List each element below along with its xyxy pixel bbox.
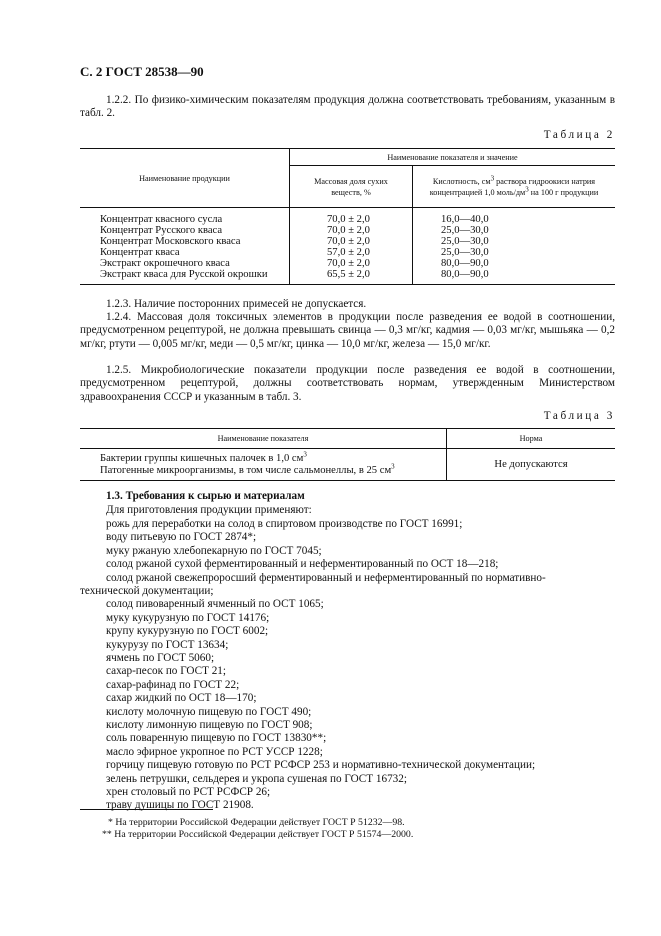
materials-list-item: сахар-песок по ГОСТ 21; bbox=[106, 665, 226, 678]
table-2 bbox=[80, 148, 615, 285]
table-2-name-header: Наименование продукции bbox=[80, 149, 290, 208]
table-2-row bbox=[80, 269, 615, 285]
table-3-caption: Таблица 3 bbox=[543, 410, 615, 422]
materials-list-item: соль поваренную пищевую по ГОСТ 13830**; bbox=[106, 732, 327, 745]
paragraph-1-2-5: 1.2.5. Микробиологические показатели продукции после разведения ее водой в соотношении, предусмотренном рецептурой, должны соответствовать нормам, утвержденным Министерством здравоохранения СССР и указанным в табл. 3. bbox=[80, 364, 615, 403]
table-2-cell-mass: 70,0 ± 2,0 bbox=[290, 236, 413, 247]
table-2-cell-acid: 25,0—30,0 bbox=[413, 247, 616, 258]
table-2-cell-acid: 25,0—30,0 bbox=[413, 236, 616, 247]
table-2-acid-header: Кислотность, $см^3$ раствора гидроокиси натрия концентрацией 1,0 моль/$дм^3$ на 100 г продукции bbox=[413, 166, 616, 208]
materials-list-item: воду питьевую по ГОСТ 2874*; bbox=[106, 531, 257, 544]
table-2-caption: Таблица 2 bbox=[543, 129, 615, 141]
footnote-1: * На территории Российской Федерации действует ГОСТ Р 51232—98. bbox=[108, 817, 405, 828]
table-2-body bbox=[80, 208, 615, 285]
table-3-norm-value: Не допускаются bbox=[447, 449, 616, 481]
table-2-cell-name: Экстракт окрошечного кваса bbox=[100, 258, 230, 269]
materials-list-item: сахар жидкий по ОСТ 18—170; bbox=[106, 692, 257, 705]
materials-list-item: муку ржаную хлебопекарную по ГОСТ 7045; bbox=[106, 544, 322, 557]
materials-list-item: солод пивоваренный ячменный по ОСТ 1065; bbox=[106, 598, 324, 611]
materials-list-item: траву душицы по ГОСТ 21908. bbox=[106, 799, 254, 812]
materials-list-item: крупу кукурузную по ГОСТ 6002; bbox=[106, 625, 269, 638]
materials-list-item: солод ржаной свежепроросший ферментированный и неферментированный по нормативно- bbox=[106, 571, 546, 584]
materials-list-item: ячмень по ГОСТ 5060; bbox=[106, 652, 215, 664]
table-2-cell-name: Экстракт кваса для Русской окрошки bbox=[80, 269, 290, 285]
materials-list-item: солод ржаной сухой ферментированный и неферментированный по ОСТ 18—218; bbox=[106, 558, 499, 571]
section-1-3-heading: 1.3. Требования к сырью и материалам bbox=[106, 490, 305, 502]
page-header: С. 2 ГОСТ 28538—90 bbox=[80, 64, 204, 79]
table-2-cell-mass: 57,0 ± 2,0 bbox=[290, 247, 413, 258]
table-3-row-pathogens: Патогенные микроорганизмы, в том числе сальмонеллы, в 25 $см^3$ bbox=[100, 461, 395, 476]
table-3-row-bacteria: Бактерии группы кишечных палочек в 1,0 $см^3$ bbox=[100, 450, 307, 464]
table-2-row bbox=[80, 258, 615, 269]
paragraph-1-2-4: 1.2.4. Массовая доля токсичных элементов в продукции после разведения ее водой в соотношении, предусмотренном рецептурой, не должна превышать свинца — 0,3 мг/кг, кадмия — 0,03 мг/кг, мышьяка — 0,2 мг/кг, ртути — 0,005 мг/кг, меди — 0,5 мг/кг, цинка — 10,0 мг/кг, железа — 15,0 мг/кг. bbox=[80, 311, 615, 350]
materials-list-item: зелень петрушки, сельдерея и укропа сушеная по ГОСТ 16732; bbox=[106, 772, 407, 785]
table-2-row bbox=[80, 225, 615, 236]
table-2-group-header: Наименование показателя и значение bbox=[290, 149, 616, 166]
materials-list-continuation: технической документации; bbox=[80, 585, 214, 597]
table-2-row bbox=[80, 236, 615, 247]
table-2-cell-acid: 25,0—30,0 bbox=[413, 225, 616, 236]
table-2-cell-acid: 80,0—90,0 bbox=[413, 258, 616, 269]
materials-list-item: масло эфирное укропное по РСТ УССР 1228; bbox=[106, 745, 323, 758]
table-2-cell-acid: 80,0—90,0 bbox=[413, 269, 616, 285]
table-2-cell-name: Концентрат квасного сусла bbox=[100, 214, 223, 225]
table-2-cell-name: Концентрат Русского кваса bbox=[100, 225, 223, 236]
table-2-cell-name: Концентрат кваса bbox=[100, 247, 180, 258]
materials-list-item: хрен столовый по РСТ РСФСР 26; bbox=[106, 786, 271, 798]
materials-list-item: кислоту молочную пищевую по ГОСТ 490; bbox=[106, 705, 312, 718]
section-1-3-intro: Для приготовления продукции применяют: bbox=[106, 504, 312, 516]
table-3-name-header: Наименование показателя bbox=[80, 429, 447, 449]
paragraph-1-2-3: 1.2.3. Наличие посторонних примесей не допускается. bbox=[106, 298, 367, 310]
materials-list-item: кислоту лимонную пищевую по ГОСТ 908; bbox=[106, 719, 313, 731]
table-2-cell-mass: 65,5 ± 2,0 bbox=[290, 269, 413, 285]
paragraph-1-2-2: 1.2.2. По физико-химическим показателям продукция должна соответствовать требованиям, указанным в табл. 2. bbox=[80, 94, 615, 120]
table-2-row bbox=[80, 208, 615, 226]
table-2-cell-mass: 70,0 ± 2,0 bbox=[290, 225, 413, 236]
materials-list-item: кукурузу по ГОСТ 13634; bbox=[106, 638, 229, 651]
materials-list-item: муку кукурузную по ГОСТ 14176; bbox=[106, 611, 270, 624]
table-2-cell-mass: 70,0 ± 2,0 bbox=[290, 208, 413, 226]
footnote-2: ** На территории Российской Федерации действует ГОСТ Р 51574—2000. bbox=[102, 829, 414, 840]
materials-list-item: горчицу пищевую готовую по РСТ РСФСР 253 и нормативно-технической документации; bbox=[106, 759, 536, 772]
table-2-cell-acid: 16,0—40,0 bbox=[413, 208, 616, 226]
table-2-cell-name: Концентрат Московского кваса bbox=[100, 236, 241, 247]
table-2-mass-header: Массовая доля сухих веществ, % bbox=[290, 166, 413, 208]
table-2-cell-mass: 70,0 ± 2,0 bbox=[290, 258, 413, 269]
table-3-norm-header: Норма bbox=[447, 429, 616, 449]
table-2-row bbox=[80, 247, 615, 258]
table-3 bbox=[80, 428, 615, 481]
materials-list-item: сахар-рафинад по ГОСТ 22; bbox=[106, 678, 240, 691]
materials-list-item: рожь для переработки на солод в спиртовом производстве по ГОСТ 16991; bbox=[106, 518, 463, 530]
footnote-divider bbox=[80, 809, 213, 810]
table-3-indicators bbox=[80, 449, 447, 481]
